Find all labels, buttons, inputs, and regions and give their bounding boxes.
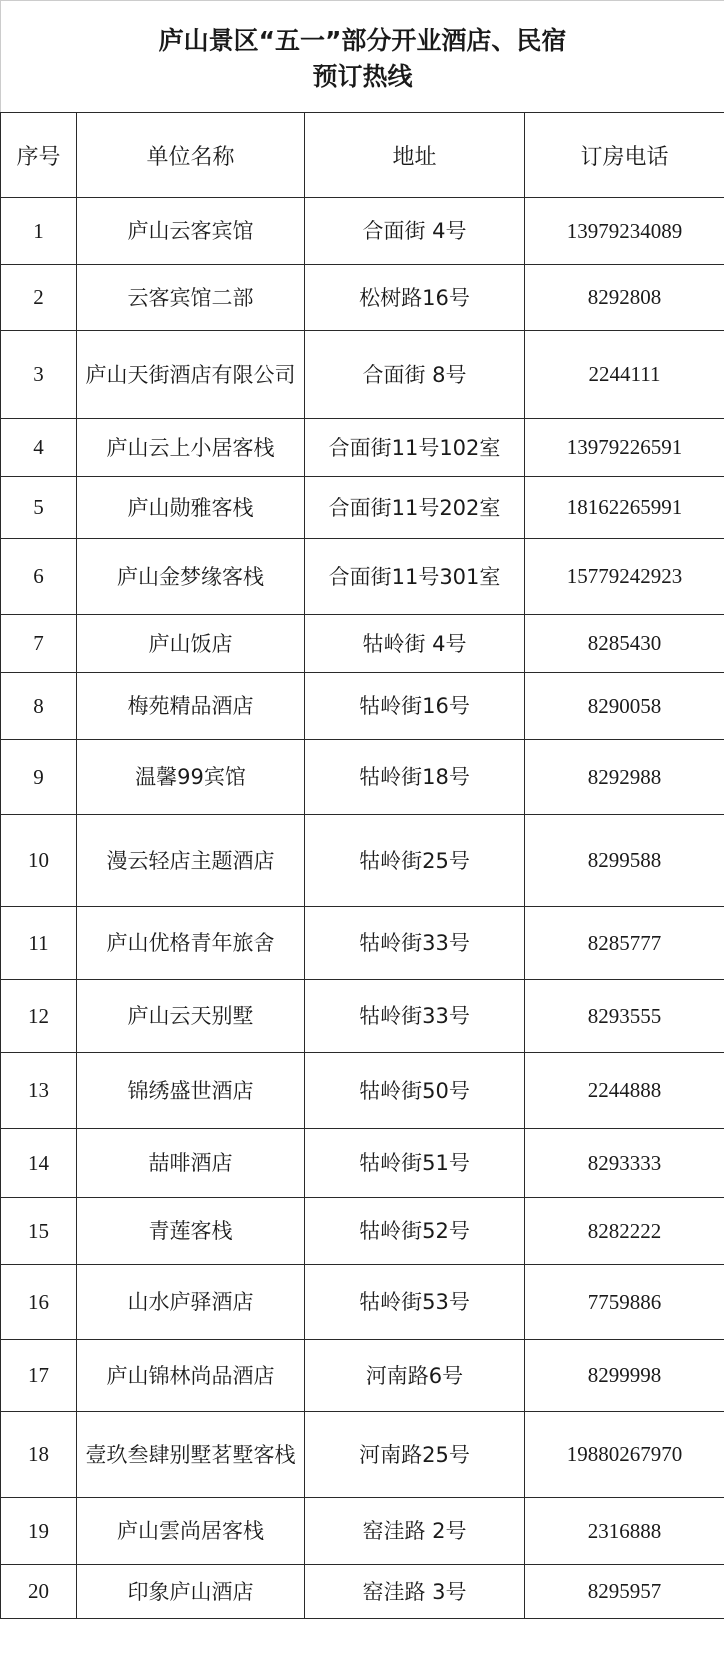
row-phone: 8293555 [525, 980, 724, 1053]
page-title [1, 1, 724, 113]
row-name: 喆啡酒店 [77, 1129, 305, 1198]
table-row [1, 198, 724, 265]
table-row [1, 673, 724, 740]
row-phone: 7759886 [525, 1265, 724, 1340]
row-name: 青莲客栈 [77, 1198, 305, 1265]
row-no: 2 [1, 265, 77, 331]
header-phone: 订房电话 [525, 113, 724, 198]
row-phone: 2244888 [525, 1053, 724, 1129]
header-name: 单位名称 [77, 113, 305, 198]
table-row [1, 815, 724, 907]
header-address: 地址 [305, 113, 525, 198]
row-address: 牯岭街33号 [305, 907, 525, 980]
row-name: 庐山金梦缘客栈 [77, 539, 305, 615]
row-name: 庐山优格青年旅舍 [77, 907, 305, 980]
row-phone: 8290058 [525, 673, 724, 740]
table-row [1, 539, 724, 615]
title-row [1, 1, 724, 113]
row-address: 河南路25号 [305, 1412, 525, 1498]
row-phone: 8295957 [525, 1565, 724, 1619]
table-row [1, 419, 724, 477]
row-phone: 8285430 [525, 615, 724, 673]
row-name: 梅苑精品酒店 [77, 673, 305, 740]
row-address: 牯岭街 4号 [305, 615, 525, 673]
row-address: 合面街11号102室 [305, 419, 525, 477]
table-row [1, 1129, 724, 1198]
row-address: 牯岭街53号 [305, 1265, 525, 1340]
row-address: 牯岭街16号 [305, 673, 525, 740]
row-phone: 2244111 [525, 331, 724, 419]
row-name: 庐山云客宾馆 [77, 198, 305, 265]
row-phone: 15779242923 [525, 539, 724, 615]
header-no: 序号 [1, 113, 77, 198]
table-row [1, 740, 724, 815]
row-no: 13 [1, 1053, 77, 1129]
row-name: 庐山饭店 [77, 615, 305, 673]
row-no: 6 [1, 539, 77, 615]
row-address: 合面街 8号 [305, 331, 525, 419]
row-phone: 8285777 [525, 907, 724, 980]
table-row [1, 265, 724, 331]
table-row [1, 1265, 724, 1340]
row-name: 壹玖叁肆别墅茗墅客栈 [77, 1412, 305, 1498]
table-row [1, 980, 724, 1053]
row-name: 印象庐山酒店 [77, 1565, 305, 1619]
row-address: 合面街11号301室 [305, 539, 525, 615]
row-phone: 8293333 [525, 1129, 724, 1198]
row-address: 牯岭街50号 [305, 1053, 525, 1129]
table-row [1, 615, 724, 673]
row-name: 漫云轻店主题酒店 [77, 815, 305, 907]
row-address: 牯岭街33号 [305, 980, 525, 1053]
row-address: 牯岭街18号 [305, 740, 525, 815]
header-row [1, 113, 724, 198]
row-name: 庐山锦林尚品酒店 [77, 1340, 305, 1412]
row-address: 窑洼路 3号 [305, 1565, 525, 1619]
row-phone: 8292808 [525, 265, 724, 331]
row-name: 庐山云天别墅 [77, 980, 305, 1053]
row-phone: 19880267970 [525, 1412, 724, 1498]
row-name: 云客宾馆二部 [77, 265, 305, 331]
row-no: 5 [1, 477, 77, 539]
row-address: 牯岭街51号 [305, 1129, 525, 1198]
row-no: 9 [1, 740, 77, 815]
row-address: 窑洼路 2号 [305, 1498, 525, 1565]
row-no: 20 [1, 1565, 77, 1619]
row-no: 18 [1, 1412, 77, 1498]
row-phone: 8282222 [525, 1198, 724, 1265]
table-row [1, 477, 724, 539]
row-address: 合面街11号202室 [305, 477, 525, 539]
row-no: 11 [1, 907, 77, 980]
row-phone: 13979226591 [525, 419, 724, 477]
row-name: 庐山云上小居客栈 [77, 419, 305, 477]
table-row [1, 1340, 724, 1412]
table-row [1, 1053, 724, 1129]
table-row [1, 1498, 724, 1565]
row-name: 温馨99宾馆 [77, 740, 305, 815]
row-name: 山水庐驿酒店 [77, 1265, 305, 1340]
row-no: 12 [1, 980, 77, 1053]
row-no: 10 [1, 815, 77, 907]
row-no: 4 [1, 419, 77, 477]
row-phone: 8299998 [525, 1340, 724, 1412]
row-address: 合面街 4号 [305, 198, 525, 265]
table-row [1, 331, 724, 419]
row-phone: 8292988 [525, 740, 724, 815]
row-address: 牯岭街25号 [305, 815, 525, 907]
row-no: 7 [1, 615, 77, 673]
row-no: 14 [1, 1129, 77, 1198]
row-no: 16 [1, 1265, 77, 1340]
row-phone: 2316888 [525, 1498, 724, 1565]
table-row [1, 907, 724, 980]
table-body [1, 198, 724, 1619]
row-no: 3 [1, 331, 77, 419]
row-no: 15 [1, 1198, 77, 1265]
row-no: 17 [1, 1340, 77, 1412]
row-name: 庐山天街酒店有限公司 [77, 331, 305, 419]
row-name: 锦绣盛世酒店 [77, 1053, 305, 1129]
table-row [1, 1412, 724, 1498]
row-address: 牯岭街52号 [305, 1198, 525, 1265]
row-name: 庐山雲尚居客栈 [77, 1498, 305, 1565]
row-name: 庐山勋雅客栈 [77, 477, 305, 539]
row-phone: 13979234089 [525, 198, 724, 265]
row-phone: 8299588 [525, 815, 724, 907]
table-row [1, 1565, 724, 1619]
row-address: 松树路16号 [305, 265, 525, 331]
title-line-1: 庐山景区“五一”部分开业酒店、民宿 [158, 25, 567, 55]
row-no: 1 [1, 198, 77, 265]
row-no: 8 [1, 673, 77, 740]
table-row [1, 1198, 724, 1265]
row-phone: 18162265991 [525, 477, 724, 539]
row-address: 河南路6号 [305, 1340, 525, 1412]
row-no: 19 [1, 1498, 77, 1565]
title-line-2: 预订热线 [312, 61, 413, 91]
